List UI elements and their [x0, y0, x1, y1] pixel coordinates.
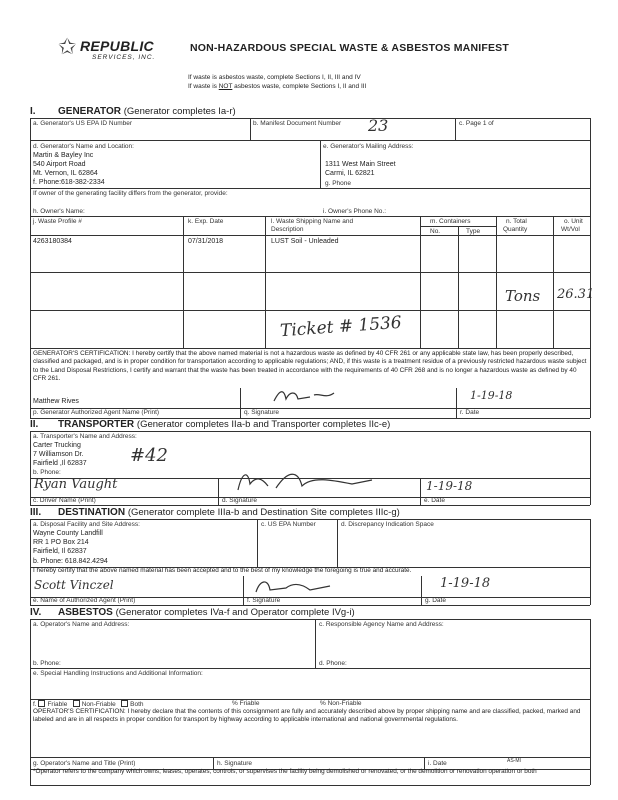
generator-name: Martin & Bayley Inc [33, 152, 94, 159]
brand-name: REPUBLIC [80, 38, 154, 54]
generator-name-label: d. Generator's Name and Location: [33, 143, 134, 150]
col-unit: o. Unit [564, 218, 583, 225]
destination-agent-label: e. Name of Authorized Agent (Print) [33, 597, 136, 604]
brand-subtitle: SERVICES, INC. [92, 54, 156, 61]
truck-number-handwritten: #42 [130, 445, 168, 466]
driver-signature [232, 466, 382, 496]
destination-date-label: g. Date [425, 597, 446, 604]
col-total: n. Total [506, 218, 527, 225]
operator-footnote: *Operator refers to the company which owns, leases, operates, controls, or supervises the facility being demolished or renovated, or the demolition or renovation operation or both [33, 768, 537, 775]
transporter-city: Fairfield ,Il 62837 [33, 460, 87, 467]
operator-title-label: g. Operator's Name and Title (Print) [33, 760, 136, 767]
transporter-street: 7 Williamson Dr. [33, 451, 84, 458]
section-generator-header: I. GENERATOR (Generator completes Ia-r) [30, 106, 236, 117]
waste-profile-value: 4263180384 [33, 238, 72, 245]
col-quantity: Quantity [503, 226, 528, 233]
generator-signature [270, 385, 340, 407]
agency-phone-label: d. Phone: [319, 660, 347, 667]
generator-city: Mt. Vernon, IL 62864 [33, 170, 98, 177]
ticket-number-handwritten: Ticket # 1536 [279, 312, 403, 342]
col-containers: m. Containers [430, 218, 471, 225]
destination-date-handwritten: 1-19-18 [440, 576, 491, 591]
exp-date-value: 07/31/2018 [188, 238, 224, 245]
non-friable-checkbox[interactable] [73, 700, 80, 707]
col-containers-no: No. [430, 228, 441, 235]
total-quantity-handwritten: 26.31 [557, 287, 595, 302]
owner-name-label: h. Owner's Name: [33, 208, 85, 215]
disposal-facility-phone: b. Phone: 618.842.4294 [33, 558, 108, 565]
generator-agent-name: Matthew Rives [33, 398, 79, 405]
friability-row: f. Friable Non-Friable Both [33, 701, 144, 708]
destination-agent-handwritten: Scott Vinczel [34, 578, 114, 592]
total-unit-handwritten: Tons [505, 287, 541, 305]
generator-certification: GENERATOR'S CERTIFICATION: I hereby certify that the above named material is not a hazardous waste as defined by 40 CFR 261 or any applicable state law, has been properly described, classified and packaged, and is in proper condition for transportation according to applicable regulations; AND, if this waste is a treatment residue of a previously restricted hazardous waste subject to the Land Disposal Restrictions, I certify and warrant that the waste has been treated in accordance with the requirements of 40 CFR 268 and is no longer a hazardous waste as defined by 40 CFR 261. [33, 350, 587, 382]
generator-mailing-street: 1311 West Main Street [325, 161, 396, 168]
generator-signature-label: q. Signature [244, 409, 280, 416]
responsible-agency-label: c. Responsible Agency Name and Address: [319, 621, 444, 628]
owner-phone-label: i. Owner's Phone No.: [323, 208, 387, 215]
manifest-number-value: 23 [368, 116, 389, 135]
operator-name-label: a. Operator's Name and Address: [33, 621, 130, 628]
non-friable-label: Non-Friable [81, 701, 116, 708]
transporter-name-label: a. Transporter's Name and Address: [33, 433, 137, 440]
operator-date-label: i. Date [428, 760, 447, 767]
percent-friable-label: % Friable [232, 700, 260, 707]
transporter-phone-label: b. Phone: [33, 469, 61, 476]
republic-star-icon: ✩ [58, 34, 77, 59]
page-of-label: c. Page 1 of [459, 120, 494, 127]
form-number: AS-MI [507, 758, 521, 764]
col-exp-date: k. Exp. Date [188, 218, 224, 225]
col-containers-type: Type [466, 228, 481, 235]
disposal-facility-street: RR 1 PO Box 214 [33, 539, 89, 546]
disposal-facility-city: Fairfield, Il 62837 [33, 548, 87, 555]
operator-signature-label: h. Signature [217, 760, 253, 767]
destination-signature [250, 574, 340, 598]
generator-epa-id-label: a. Generator's US EPA ID Number [33, 120, 133, 127]
driver-name-label: c. Driver Name (Print) [33, 497, 96, 504]
driver-date-label: e. Date [424, 497, 445, 504]
transporter-name: Carter Trucking [33, 442, 81, 449]
section-transporter-header: II. TRANSPORTER (Generator completes IIa-b and Transporter completes IIc-e) [30, 419, 391, 430]
col-waste-profile: j. Waste Profile # [33, 218, 82, 225]
col-shipping-description: Description [271, 226, 304, 233]
instruction-non-asbestos: If waste is NOT asbestos waste, complete Sections I, II and III [188, 83, 367, 90]
republic-logo [58, 36, 178, 66]
driver-name-handwritten: Ryan Vaught [34, 477, 118, 492]
generator-mailing-phone-label: g. Phone [325, 180, 352, 187]
driver-signature-label: d. Signature [222, 497, 258, 504]
destination-signature-label: f. Signature [247, 597, 281, 604]
generator-address: 540 Airport Road [33, 161, 86, 168]
section-destination-header: III. DESTINATION (Generator complete IIIa-b and Destination Site completes IIIc-g) [30, 507, 400, 518]
document-title: NON-HAZARDOUS SPECIAL WASTE & ASBESTOS MANIFEST [190, 42, 509, 54]
shipping-description-value: LUST Soil - Unleaded [271, 238, 339, 245]
destination-epa-label: c. US EPA Number [261, 521, 316, 528]
special-handling-label: e. Special Handling Instructions and Additional Information: [33, 670, 203, 677]
friable-checkbox[interactable] [38, 700, 45, 707]
col-wt-vol: Wt/Vol [561, 226, 580, 233]
operator-phone-label: b. Phone: [33, 660, 61, 667]
operator-certification: OPERATOR'S CERTIFICATION: I hereby declare that the contents of this consignment are fully and accurately described above by proper shipping name and are classified, packed, marked and labeled and are in all respects in proper condition for transport by highway according to applicable international and national governmental regulations. [33, 708, 581, 724]
friable-label: Friable [47, 701, 68, 708]
col-shipping-name: l. Waste Shipping Name and [271, 218, 354, 225]
discrepancy-label: d. Discrepancy Indication Space [341, 521, 434, 528]
generator-mailing-city: Carmi, IL 62821 [325, 170, 375, 177]
percent-non-friable-label: % Non-Friable [320, 700, 362, 707]
generator-agent-label: p. Generator Authorized Agent Name (Print) [33, 409, 160, 416]
section-asbestos-header: IV. ASBESTOS (Generator completes IVa-f and Operator complete IVg-i) [30, 607, 355, 618]
generator-date-label: r. Date [460, 409, 480, 416]
disposal-facility-label: a. Disposal Facility and Site Address: [33, 521, 140, 528]
manifest-number-label: b. Manifest Document Number [253, 120, 342, 127]
generator-mailing-label: e. Generator's Mailing Address: [323, 143, 414, 150]
driver-date-handwritten: 1-19-18 [426, 479, 473, 493]
generator-phone: f. Phone:618-382-2334 [33, 179, 105, 186]
disposal-facility-name: Wayne County Landfill [33, 530, 103, 537]
generator-date-value: 1-19-18 [470, 389, 513, 402]
both-label: Both [130, 701, 144, 708]
destination-certification: I hereby certify that the above named material has been accepted and to the best of my knowledge the foregoing is true and accurate. [33, 567, 412, 574]
both-checkbox[interactable] [121, 700, 128, 707]
instruction-asbestos: If waste is asbestos waste, complete Sections I, II, III and IV [188, 74, 361, 81]
owner-differs-note: If owner of the generating facility differs from the generator, provide: [33, 190, 228, 197]
